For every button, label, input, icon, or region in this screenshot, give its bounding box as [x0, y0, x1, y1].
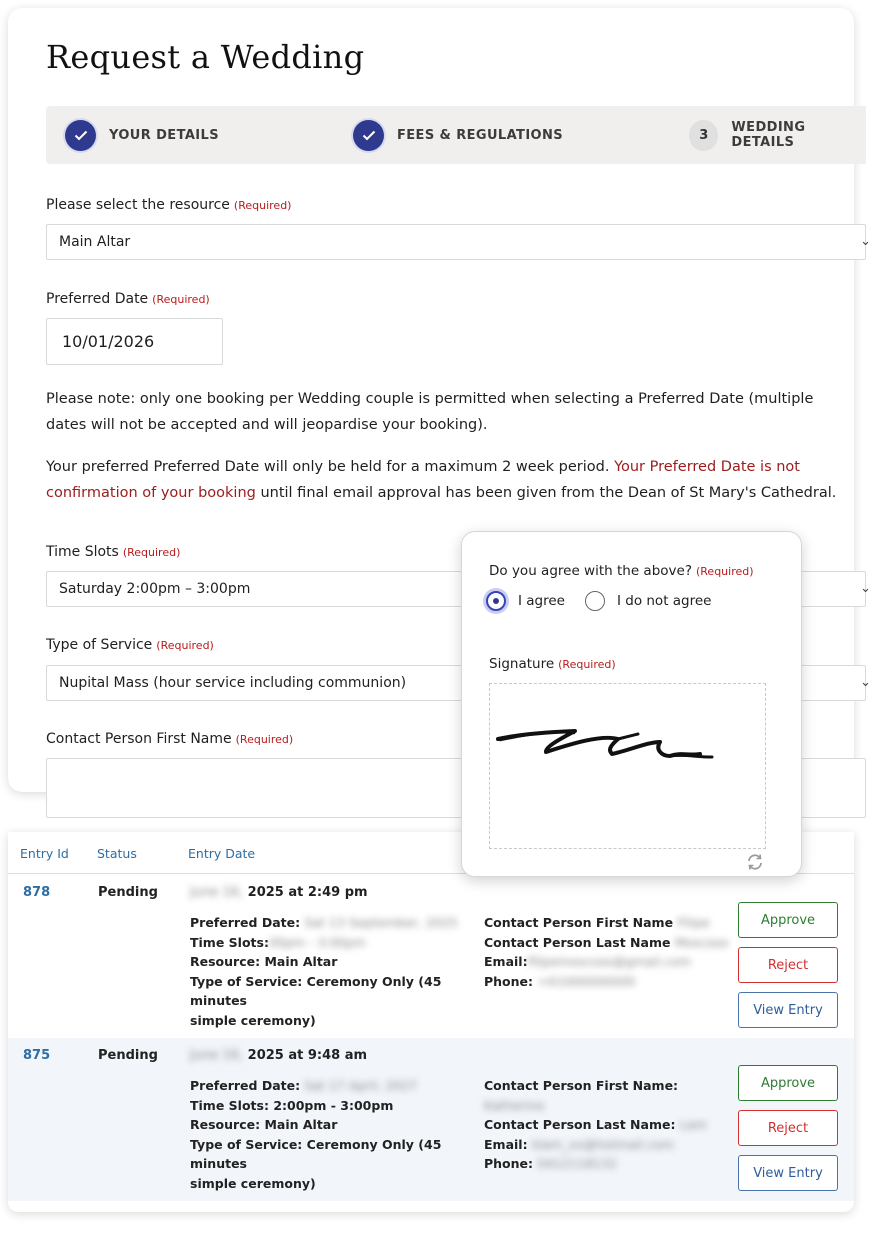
reject-button[interactable]: Reject [738, 1110, 838, 1146]
service-line [190, 972, 490, 1011]
redacted-text: Lam [679, 1117, 707, 1132]
signature-stroke [490, 684, 767, 850]
resource-select-value: Main Altar [59, 234, 131, 250]
entry-id-link[interactable]: 878 [23, 885, 51, 900]
time-slots-label [46, 544, 180, 560]
chevron-down-icon: ⌄ [860, 581, 871, 596]
table-row [8, 1038, 854, 1201]
entry-status: Pending [98, 1048, 158, 1063]
phone-line [484, 972, 734, 992]
resource-label [46, 197, 291, 213]
last-name-label: Contact Person Last Name [484, 934, 671, 950]
approval-text: until final email approval has been given from the Dean of St Mary's Cathedral. [255, 485, 837, 501]
required-marker: (Required) [235, 733, 294, 746]
service-value: Ceremony Only (45 minutes [190, 1136, 442, 1171]
page-title: Request a Wedding [46, 38, 365, 76]
service-type-select-value: Nupital Mass (hour service including communion) [59, 675, 407, 691]
signature-pad[interactable] [489, 683, 766, 849]
first-name-label: Contact Person First Name: [484, 1078, 679, 1093]
agree-radio-label[interactable]: I agree [518, 593, 565, 609]
view-entry-button[interactable]: View Entry [738, 992, 838, 1028]
column-status[interactable]: Status [97, 846, 137, 861]
chevron-down-icon: ⌄ [860, 234, 871, 249]
required-marker: (Required) [558, 658, 616, 671]
step-number: 3 [689, 120, 718, 151]
preferred-date-label [46, 291, 210, 307]
preferred-date-line [190, 1076, 490, 1096]
approve-button[interactable]: Approve [738, 902, 838, 938]
redacted-text: June 16, [190, 1048, 244, 1063]
step-label: YOUR DETAILS [109, 127, 219, 143]
confirmation-warning: Your Preferred Date is not confirmation of your booking [46, 459, 800, 501]
reject-button[interactable]: Reject [738, 947, 838, 983]
progress-steps [46, 106, 866, 164]
approve-button[interactable]: Approve [738, 1065, 838, 1101]
redacted-text: Filipe [677, 915, 710, 930]
step-your-details[interactable] [65, 119, 219, 151]
time-slots-label: Time Slots: [190, 934, 269, 950]
agree-radio-group [486, 591, 731, 611]
service-line [190, 1135, 490, 1174]
redacted-text: filipemoscoso@gmail.com [527, 954, 691, 969]
resource-value: Main Altar [264, 954, 338, 969]
redacted-text: June 16, [190, 885, 244, 900]
entry-date [190, 885, 368, 900]
service-type-label [46, 637, 214, 653]
redacted-text: +61000000000 [537, 973, 636, 989]
step-label: WEDDING DETAILS [731, 120, 806, 150]
email-label: Email: [484, 954, 528, 969]
booking-note: Please note: only one booking per Wedding couple is permitted when selecting a Preferred Date (multiple dates will not be accepted and will jeopardise your booking). [46, 391, 814, 433]
signature-label-text: Signature [489, 656, 555, 672]
contact-first-name-label-text: Contact Person First Name [46, 731, 232, 747]
disagree-radio-label[interactable]: I do not agree [616, 593, 712, 609]
last-name-line [484, 1115, 734, 1135]
entry-status: Pending [98, 885, 158, 900]
entry-details [190, 1076, 490, 1193]
resource-value: Main Altar [264, 1117, 338, 1132]
service-type-label-text: Type of Service [46, 637, 153, 653]
service-line-2: simple ceremony) [190, 1175, 316, 1191]
hold-period-note [46, 454, 858, 506]
contact-details [484, 1076, 734, 1174]
service-value: Ceremony Only (45 minutes [190, 973, 442, 1008]
redacted-text: 00pm - 3:00pm [268, 934, 366, 950]
time-slots-line [190, 933, 490, 953]
required-marker: (Required) [152, 293, 210, 306]
signature-label [489, 656, 616, 672]
required-marker: (Required) [695, 565, 754, 578]
service-label: Type of Service: [190, 1136, 303, 1152]
chevron-down-icon: ⌄ [860, 675, 871, 690]
entry-details [190, 913, 490, 1030]
email-line [484, 1135, 734, 1155]
entry-date-text: 2025 at 2:49 pm [247, 885, 368, 900]
preferred-date-label-text: Preferred Date [46, 291, 149, 307]
agree-radio[interactable] [486, 591, 506, 611]
email-label: Email: [484, 1136, 528, 1152]
redacted-text: klam_xx@hotmail.com [531, 1136, 674, 1152]
email-line [484, 952, 734, 972]
check-icon [65, 120, 96, 151]
view-entry-button[interactable]: View Entry [738, 1155, 838, 1191]
service-label: Type of Service: [190, 973, 303, 989]
contact-first-name-label [46, 731, 293, 747]
phone-line [484, 1154, 734, 1174]
time-slots-label: Time Slots: [190, 1097, 269, 1113]
column-entry-date[interactable]: Entry Date [188, 846, 256, 861]
resource-select[interactable] [46, 224, 871, 260]
entry-date [190, 1048, 367, 1063]
entries-table [8, 832, 854, 1212]
refresh-icon[interactable] [745, 852, 765, 872]
first-name-line [484, 1076, 734, 1115]
hold-period-text: Your preferred Preferred Date will only be held for a maximum 2 week period. [46, 459, 615, 475]
first-name-label: Contact Person First Name [484, 915, 674, 930]
redacted-text: Sat 13 September, 2025 [304, 915, 458, 930]
redacted-text: 0412118132 [537, 1156, 617, 1171]
preferred-date-label: Preferred Date: [190, 1078, 301, 1093]
required-marker: (Required) [122, 546, 181, 559]
service-line-2: simple ceremony) [190, 1012, 316, 1028]
radio-dot [493, 598, 499, 604]
step-label: FEES & REGULATIONS [397, 127, 564, 143]
step-fees-regulations[interactable] [353, 119, 563, 151]
table-row [8, 875, 854, 1038]
phone-label: Phone: [484, 973, 534, 989]
resource-line [190, 1115, 490, 1135]
required-marker: (Required) [233, 199, 292, 212]
step-wedding-details[interactable] [689, 119, 866, 151]
resource-label: Resource: [190, 954, 261, 969]
column-entry-id[interactable]: Entry Id [20, 846, 69, 861]
agree-question-text: Do you agree with the above? [489, 563, 692, 579]
required-marker: (Required) [156, 639, 214, 652]
time-slots-select-value: Saturday 2:00pm – 3:00pm [59, 581, 251, 597]
redacted-text: Sat 17 April, 2027 [304, 1078, 418, 1093]
redacted-text: Katherine [484, 1097, 545, 1113]
entry-date-text: 2025 at 9:48 am [247, 1048, 368, 1063]
resource-label: Resource: [190, 1117, 261, 1132]
first-name-line [484, 913, 734, 933]
preferred-date-line [190, 913, 490, 933]
time-slots-label-text: Time Slots [46, 544, 119, 560]
last-name-label: Contact Person Last Name: [484, 1117, 676, 1132]
agreement-signature-panel [461, 531, 802, 877]
phone-label: Phone: [484, 1156, 534, 1171]
check-icon [353, 120, 384, 151]
preferred-date-label: Preferred Date: [190, 915, 301, 930]
agree-question [489, 563, 754, 579]
disagree-radio[interactable] [585, 591, 605, 611]
time-slots-line [190, 1096, 490, 1116]
preferred-date-input[interactable]: 10/01/2026 [46, 318, 223, 365]
resource-line [190, 952, 490, 972]
redacted-text: Moscoso [674, 934, 729, 950]
time-slots-value: 2:00pm - 3:00pm [273, 1097, 394, 1113]
entry-id-link[interactable]: 875 [23, 1048, 51, 1063]
resource-label-text: Please select the resource [46, 197, 230, 213]
last-name-line [484, 933, 734, 953]
contact-details [484, 913, 734, 991]
